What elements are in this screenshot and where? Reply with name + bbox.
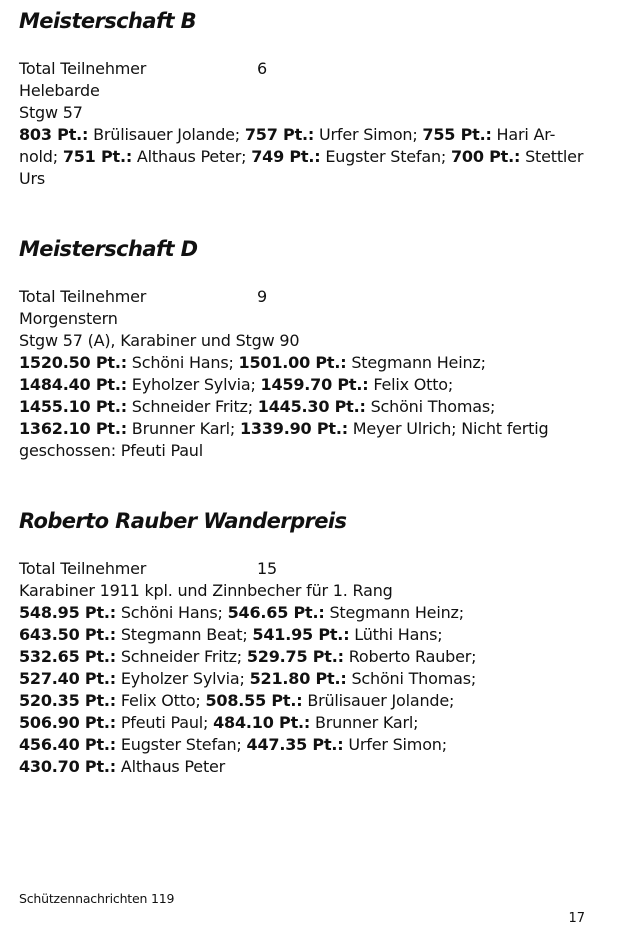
total-value: 15 [257, 559, 277, 578]
total-participants [19, 58, 601, 80]
result-name: Felix Otto; [115, 691, 206, 710]
result-points: 757 Pt.: [244, 125, 315, 144]
result-name: Stegmann Heinz; [324, 603, 464, 622]
result-points: 1501.00 Pt.: [238, 353, 347, 372]
section-meisterschaft-b [19, 6, 601, 190]
result-name: Schöni Thomas; [346, 669, 477, 688]
result-line [19, 374, 601, 396]
result-points: 456.40 Pt.: [19, 735, 116, 754]
result-points: 643.50 Pt.: [19, 625, 116, 644]
result-name: Althaus Peter [115, 757, 226, 776]
section-title: Meisterschaft D [19, 237, 198, 261]
result-name: Urs [19, 169, 46, 188]
result-points: 527.40 Pt.: [19, 669, 116, 688]
result-points: 548.95 Pt.: [19, 603, 116, 622]
result-name: Urfer Simon; [343, 735, 447, 754]
section-meisterschaft-d [19, 234, 601, 462]
result-name: Schöni Hans; [126, 353, 239, 372]
result-name: Brülisauer Jolande; [88, 125, 245, 144]
result-line [19, 168, 601, 190]
result-points: 546.65 Pt.: [227, 603, 325, 622]
results-list [19, 602, 601, 778]
result-name: Roberto Rauber; [343, 647, 477, 666]
result-name: Brunner Karl; [310, 713, 419, 732]
result-line [19, 646, 601, 668]
section-title: Roberto Rauber Wanderpreis [19, 509, 347, 533]
result-points: 1362.10 Pt.: [19, 419, 127, 438]
info-line: Helebarde [19, 81, 100, 100]
result-name: Hari Ar- [491, 125, 556, 144]
result-line [19, 440, 601, 462]
result-points: 520.35 Pt.: [19, 691, 116, 710]
result-name: Schneider Fritz; [126, 397, 258, 416]
result-points: 751 Pt.: [62, 147, 133, 166]
result-line [19, 124, 601, 146]
total-label: Total Teilnehmer [19, 559, 147, 578]
result-points: 430.70 Pt.: [19, 757, 116, 776]
result-name: Stettler [520, 147, 584, 166]
result-line [19, 690, 601, 712]
result-line [19, 668, 601, 690]
total-value: 9 [257, 287, 267, 306]
result-line [19, 602, 601, 624]
total-label: Total Teilnehmer [19, 287, 147, 306]
section-title: Meisterschaft B [19, 9, 197, 33]
total-participants [19, 558, 601, 580]
result-points: 1459.70 Pt.: [260, 375, 369, 394]
result-name: Schöni Thomas; [365, 397, 496, 416]
result-name: geschossen: Pfeuti Paul [19, 441, 203, 460]
result-name: Felix Otto; [368, 375, 454, 394]
result-points: 803 Pt.: [19, 125, 89, 144]
result-line [19, 734, 601, 756]
footer-publication: Schützennachrichten 119 [19, 891, 175, 906]
result-line [19, 352, 601, 374]
section-roberto-rauber-wanderpreis [19, 506, 601, 778]
result-line [19, 418, 601, 440]
total-label: Total Teilnehmer [19, 59, 147, 78]
info-line: Stgw 57 (A), Karabiner und Stgw 90 [19, 331, 300, 350]
info-line: Morgenstern [19, 309, 118, 328]
result-line [19, 146, 601, 168]
result-name: Althaus Peter; [132, 147, 252, 166]
result-name: Lüthi Hans; [349, 625, 443, 644]
result-name: Eyholzer Sylvia; [126, 375, 261, 394]
result-name: Eyholzer Sylvia; [115, 669, 250, 688]
result-name: Stegmann Beat; [115, 625, 253, 644]
result-points: 506.90 Pt.: [19, 713, 116, 732]
result-name: Eugster Stefan; [115, 735, 247, 754]
result-points: 1520.50 Pt.: [19, 353, 127, 372]
result-name: Stegmann Heinz; [346, 353, 486, 372]
result-name: Schöni Hans; [115, 603, 228, 622]
result-points: 532.65 Pt.: [19, 647, 116, 666]
result-points: 508.55 Pt.: [205, 691, 303, 710]
result-line [19, 756, 601, 778]
result-name: Meyer Ulrich; Nicht fertig [347, 419, 549, 438]
result-name: Brunner Karl; [126, 419, 240, 438]
result-line [19, 712, 601, 734]
total-participants [19, 286, 601, 308]
result-points: 749 Pt.: [251, 147, 321, 166]
result-points: 1455.10 Pt.: [19, 397, 127, 416]
result-points: 529.75 Pt.: [246, 647, 344, 666]
result-name: Schneider Fritz; [115, 647, 247, 666]
results-list [19, 352, 601, 462]
results-list [19, 124, 601, 190]
info-line: Stgw 57 [19, 103, 83, 122]
result-name: nold; [19, 147, 63, 166]
result-name: Urfer Simon; [314, 125, 423, 144]
result-name: Pfeuti Paul; [115, 713, 214, 732]
result-points: 700 Pt.: [450, 147, 521, 166]
result-points: 1484.40 Pt.: [19, 375, 127, 394]
result-points: 541.95 Pt.: [252, 625, 350, 644]
info-line: Karabiner 1911 kpl. und Zinnbecher für 1. Rang [19, 581, 393, 600]
total-value: 6 [257, 59, 267, 78]
result-points: 755 Pt.: [422, 125, 492, 144]
result-points: 521.80 Pt.: [249, 669, 347, 688]
result-points: 484.10 Pt.: [213, 713, 311, 732]
page-number: 17 [568, 911, 585, 926]
result-line [19, 624, 601, 646]
result-points: 1339.90 Pt.: [240, 419, 348, 438]
result-line [19, 396, 601, 418]
result-points: 1445.30 Pt.: [257, 397, 366, 416]
result-name: Eugster Stefan; [320, 147, 451, 166]
result-name: Brülisauer Jolande; [302, 691, 455, 710]
result-points: 447.35 Pt.: [246, 735, 344, 754]
